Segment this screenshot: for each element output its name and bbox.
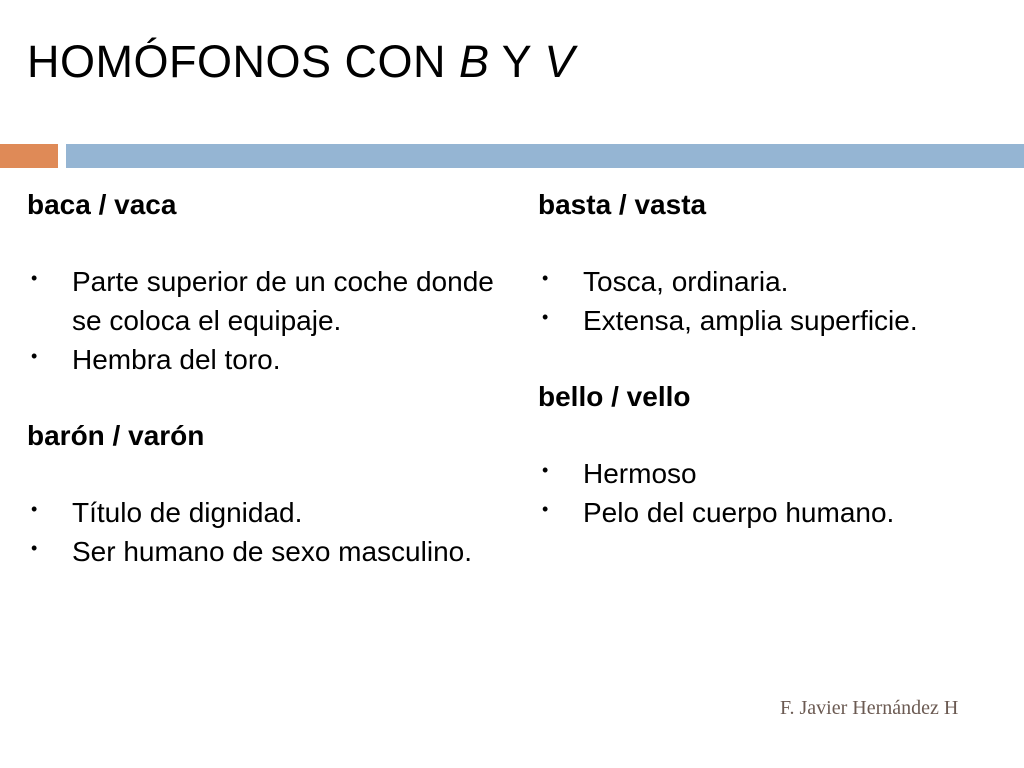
bullet-icon: • — [542, 460, 549, 480]
definition-text: Hermoso — [583, 458, 697, 489]
bullet-icon: • — [542, 268, 549, 288]
definition-text: Extensa, amplia superficie. — [583, 305, 918, 336]
term-heading: bello / vello — [538, 381, 691, 412]
accent-bar-blue — [66, 144, 1024, 168]
title-conjunction: Y — [489, 36, 545, 87]
definition-text: Parte superior de un coche donde se coloca el equipaje. — [72, 266, 494, 336]
title-letter-v: V — [544, 36, 575, 87]
bullet-icon: • — [31, 538, 38, 558]
definition-item — [538, 493, 1008, 532]
definition-text: Hembra del toro. — [72, 344, 281, 375]
definition-item — [27, 493, 507, 532]
definition-item — [538, 454, 1008, 493]
definition-list — [27, 493, 507, 571]
bullet-icon: • — [542, 307, 549, 327]
bullet-icon: • — [31, 268, 38, 288]
accent-bar-orange — [0, 144, 58, 168]
definition-item — [538, 301, 1008, 340]
definition-text: Tosca, ordinaria. — [583, 266, 789, 297]
definition-text: Pelo del cuerpo humano. — [583, 497, 895, 528]
term-heading: baca / vaca — [27, 189, 177, 220]
definition-text: Título de dignidad. — [72, 497, 303, 528]
left-column — [27, 186, 507, 571]
right-column — [538, 186, 1008, 532]
bullet-icon: • — [31, 499, 38, 519]
slide-title — [27, 34, 575, 90]
term-heading: basta / vasta — [538, 189, 707, 220]
bullet-icon: • — [542, 499, 549, 519]
title-letter-b: B — [459, 36, 490, 87]
definition-list — [538, 454, 1008, 532]
definition-text: Ser humano de sexo masculino. — [72, 536, 472, 567]
definition-item — [27, 262, 507, 340]
term-heading: barón / varón — [27, 420, 205, 451]
title-prefix: HOMÓFONOS CON — [27, 36, 459, 87]
definition-list — [538, 262, 1008, 340]
author-footer: F. Javier Hernández H — [780, 697, 959, 719]
definition-list — [27, 262, 507, 379]
bullet-icon: • — [31, 346, 38, 366]
definition-item — [538, 262, 1008, 301]
definition-item — [27, 532, 507, 571]
definition-item — [27, 340, 507, 379]
